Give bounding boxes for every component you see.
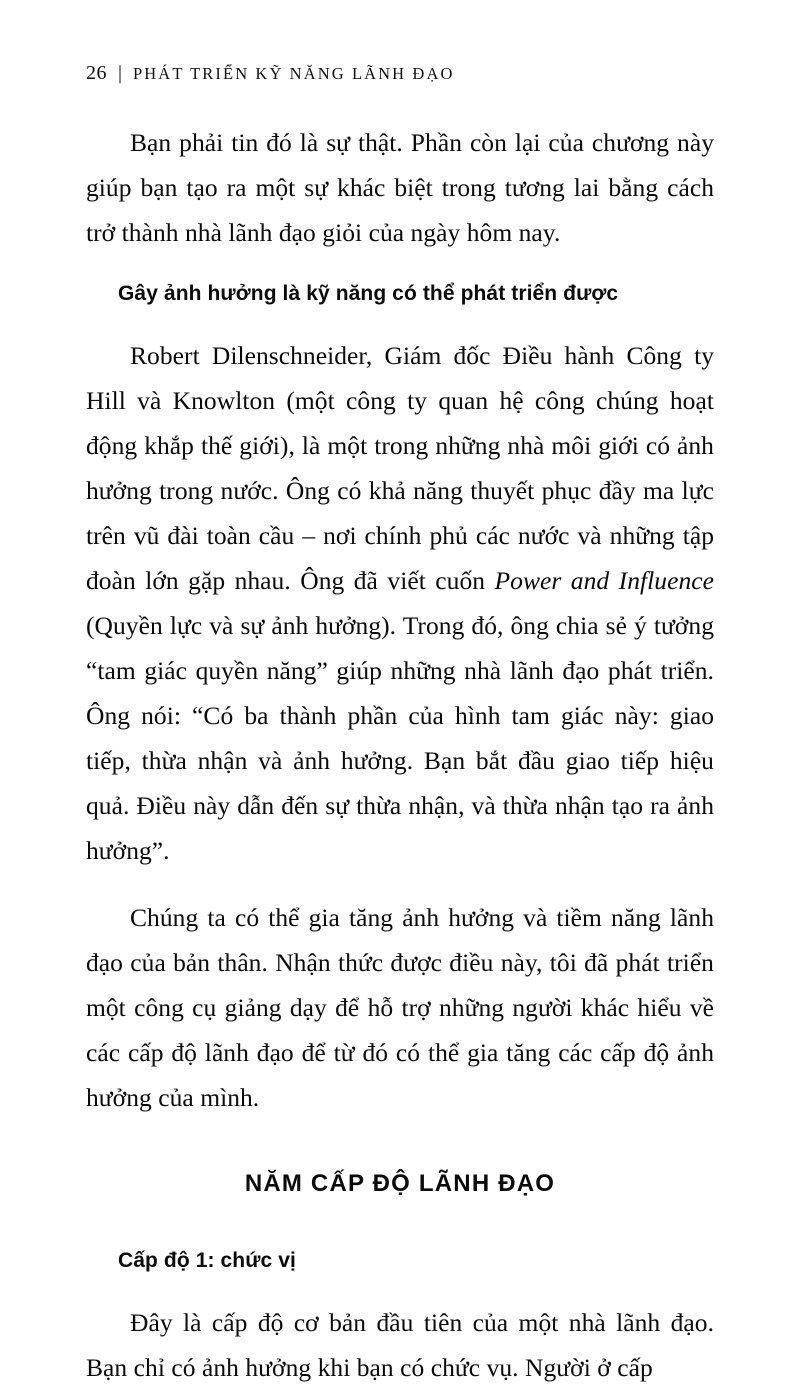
section-heading-five-levels: NĂM CẤP ĐỘ LÃNH ĐẠO (244, 1170, 556, 1197)
book-title-italic: Power and Influence (494, 566, 714, 595)
book-title: PHÁT TRIỂN KỸ NĂNG LÃNH ĐẠO (133, 64, 455, 83)
paragraph-2-part2: (Quyền lực và sự ảnh hưởng). Trong đó, ông chia sẻ ý tưởng “tam giác quyền năng” giúp những nhà lãnh đạo phát triển. Ông nói: “Có ba thành phần của hình tam giác này: giao tiếp, thừa nhận và ảnh hưởng. Bạn bắt đầu giao tiếp hiệu quả. Điều này dẫn đến sự thừa nhận, và thừa nhận tạo ra ảnh hưởng”. (86, 611, 714, 865)
paragraph-4: Đây là cấp độ cơ bản đầu tiên của một nhà lãnh đạo. Bạn chỉ có ảnh hưởng khi bạn có chức vụ. Người ở cấp (86, 1308, 714, 1382)
paragraph-2 (86, 333, 714, 873)
page-number: 26 (86, 62, 107, 84)
page-header (86, 62, 454, 85)
subheading-level-1: Cấp độ 1: chức vị (118, 1249, 296, 1272)
subheading-influence-skill: Gây ảnh hưởng là kỹ năng có thể phát triển được (118, 282, 619, 305)
header-separator: | (118, 62, 123, 84)
paragraph-2-part1: Robert Dilenschneider, Giám đốc Điều hành Công ty Hill và Knowlton (một công ty quan hệ công chúng hoạt động khắp thế giới), là một trong những nhà môi giới có ảnh hưởng trong nước. Ông có khả năng thuyết phục đầy ma lực trên vũ đài toàn cầu – nơi chính phủ các nước và những tập đoàn lớn gặp nhau. Ông đã viết cuốn (86, 341, 714, 595)
spacer (86, 255, 714, 273)
page-content (86, 120, 714, 1390)
paragraph-1: Bạn phải tin đó là sự thật. Phần còn lại của chương này giúp bạn tạo ra một sự khác biệt trong tương lai bằng cách trở thành nhà lãnh đạo giỏi của ngày hôm nay. (86, 128, 714, 247)
spacer (86, 1120, 714, 1164)
spacer (86, 873, 714, 895)
spacer (86, 315, 714, 333)
paragraph-3: Chúng ta có thể gia tăng ảnh hưởng và tiềm năng lãnh đạo của bản thân. Nhận thức được điều này, tôi đã phát triển một công cụ giảng dạy để hỗ trợ những người khác hiểu về các cấp độ lãnh đạo để từ đó có thể gia tăng các cấp độ ảnh hưởng của mình. (86, 903, 714, 1112)
spacer (86, 1204, 714, 1240)
